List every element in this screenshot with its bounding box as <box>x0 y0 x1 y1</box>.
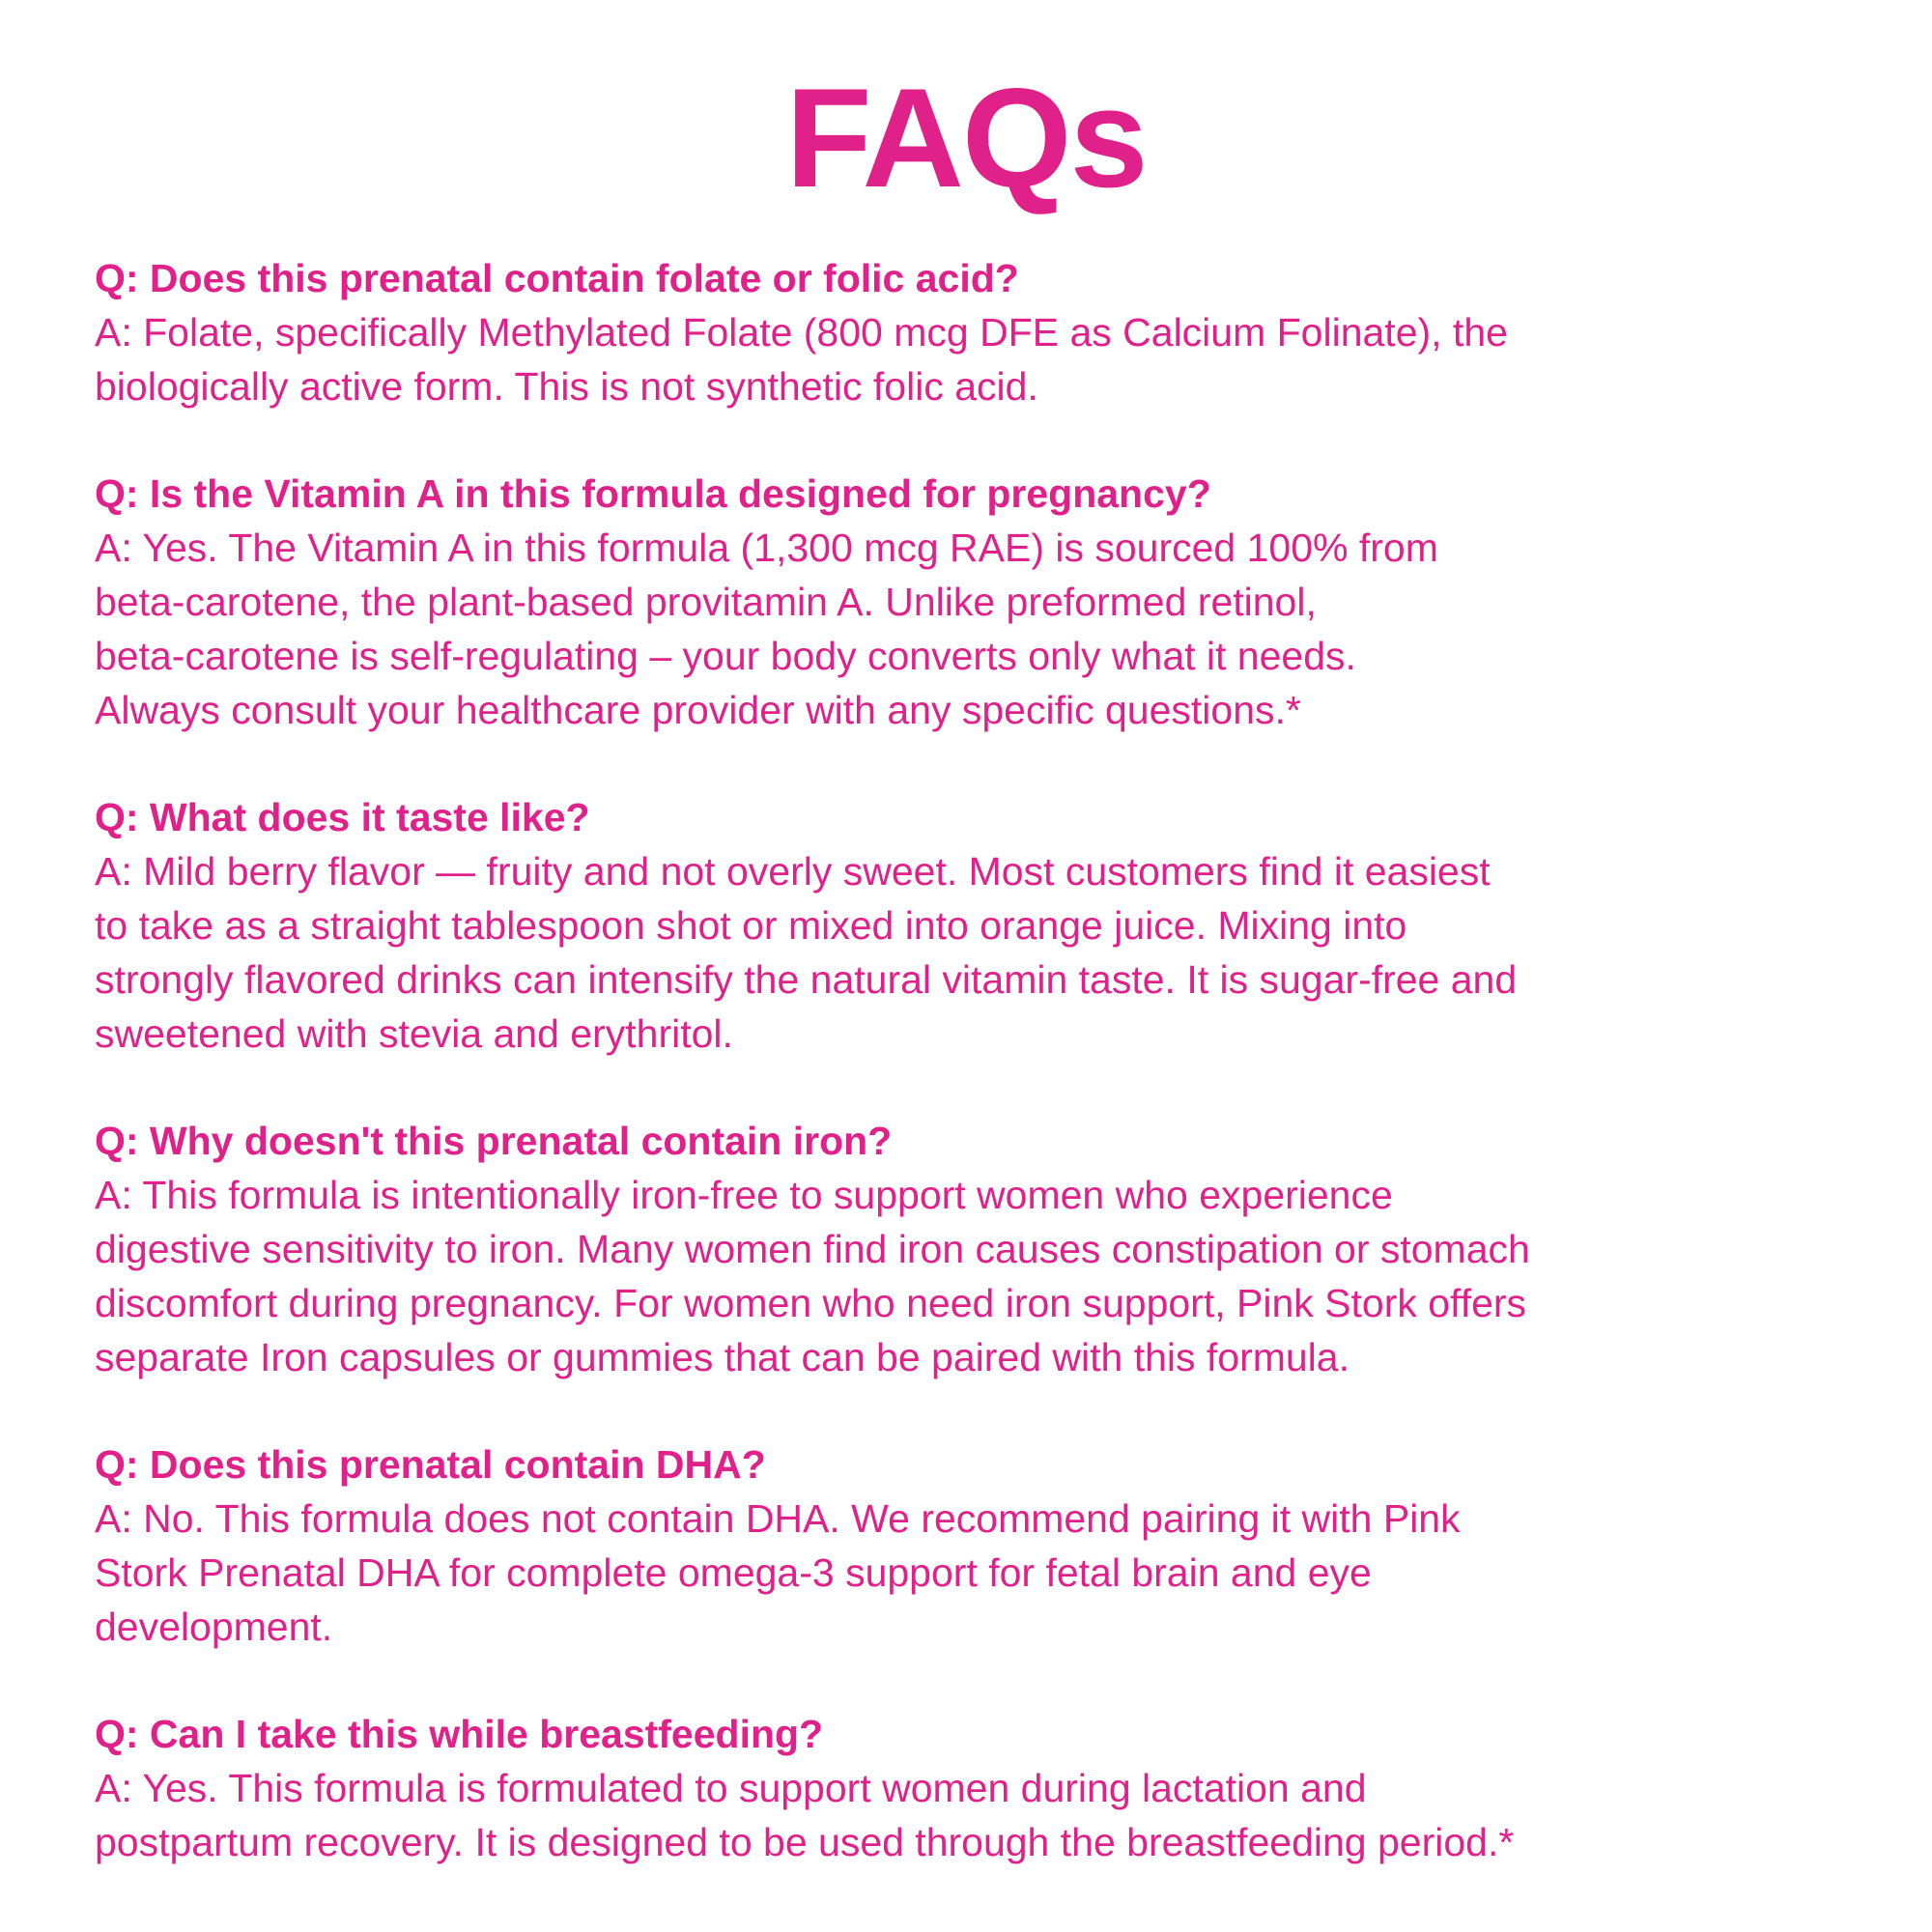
faq-answer: A: This formula is intentionally iron-free to support women who experience digestive sensitivity to iron. Many women find iron causes constipation or stomach discomfort during pregnancy. For women who need iron support, Pink Stork offers separate Iron capsules or gummies that can be paired with this formula. <box>95 1173 1530 1379</box>
faq-answer: A: Yes. The Vitamin A in this formula (1,300 mcg RAE) is sourced 100% from beta-carotene, the plant-based provitamin A. Unlike preformed retinol, beta-carotene is self-regulating – your body converts only what it needs. Always consult your healthcare provider with any specific questions.* <box>95 526 1438 732</box>
faq-answer: A: No. This formula does not contain DHA. We recommend pairing it with Pink Stork Prenatal DHA for complete omega-3 support for fetal brain and eye development. <box>95 1496 1461 1649</box>
faq-answer: A: Yes. This formula is formulated to support women during lactation and postpartum recovery. It is designed to be used through the breastfeeding period.* <box>95 1766 1515 1864</box>
faq-question: Q: Does this prenatal contain DHA? <box>95 1442 766 1487</box>
faq-question: Q: Is the Vitamin A in this formula designed for pregnancy? <box>95 471 1211 516</box>
faq-item-breastfeeding <box>95 1707 1837 1869</box>
faq-question: Q: Can I take this while breastfeeding? <box>95 1712 824 1756</box>
faq-item-dha <box>95 1437 1837 1654</box>
faq-question: Q: Does this prenatal contain folate or folic acid? <box>95 256 1019 300</box>
faq-question: Q: What does it taste like? <box>95 795 590 839</box>
faq-item-taste <box>95 790 1837 1061</box>
faq-question: Q: Why doesn't this prenatal contain iron? <box>95 1119 893 1163</box>
faq-list <box>95 251 1837 1869</box>
faq-item-iron <box>95 1114 1837 1384</box>
faq-item-folate <box>95 251 1837 413</box>
faq-item-vitamin-a <box>95 467 1837 737</box>
faq-answer: A: Mild berry flavor — fruity and not overly sweet. Most customers find it easiest to take as a straight tablespoon shot or mixed into orange juice. Mixing into strongly flavored drinks can intensify the natural vitamin taste. It is sugar-free and sweetened with stevia and erythritol. <box>95 849 1518 1056</box>
page-title: FAQs <box>785 59 1147 216</box>
faq-answer: A: Folate, specifically Methylated Folate (800 mcg DFE as Calcium Folinate), the biologically active form. This is not synthetic folic acid. <box>95 310 1508 409</box>
